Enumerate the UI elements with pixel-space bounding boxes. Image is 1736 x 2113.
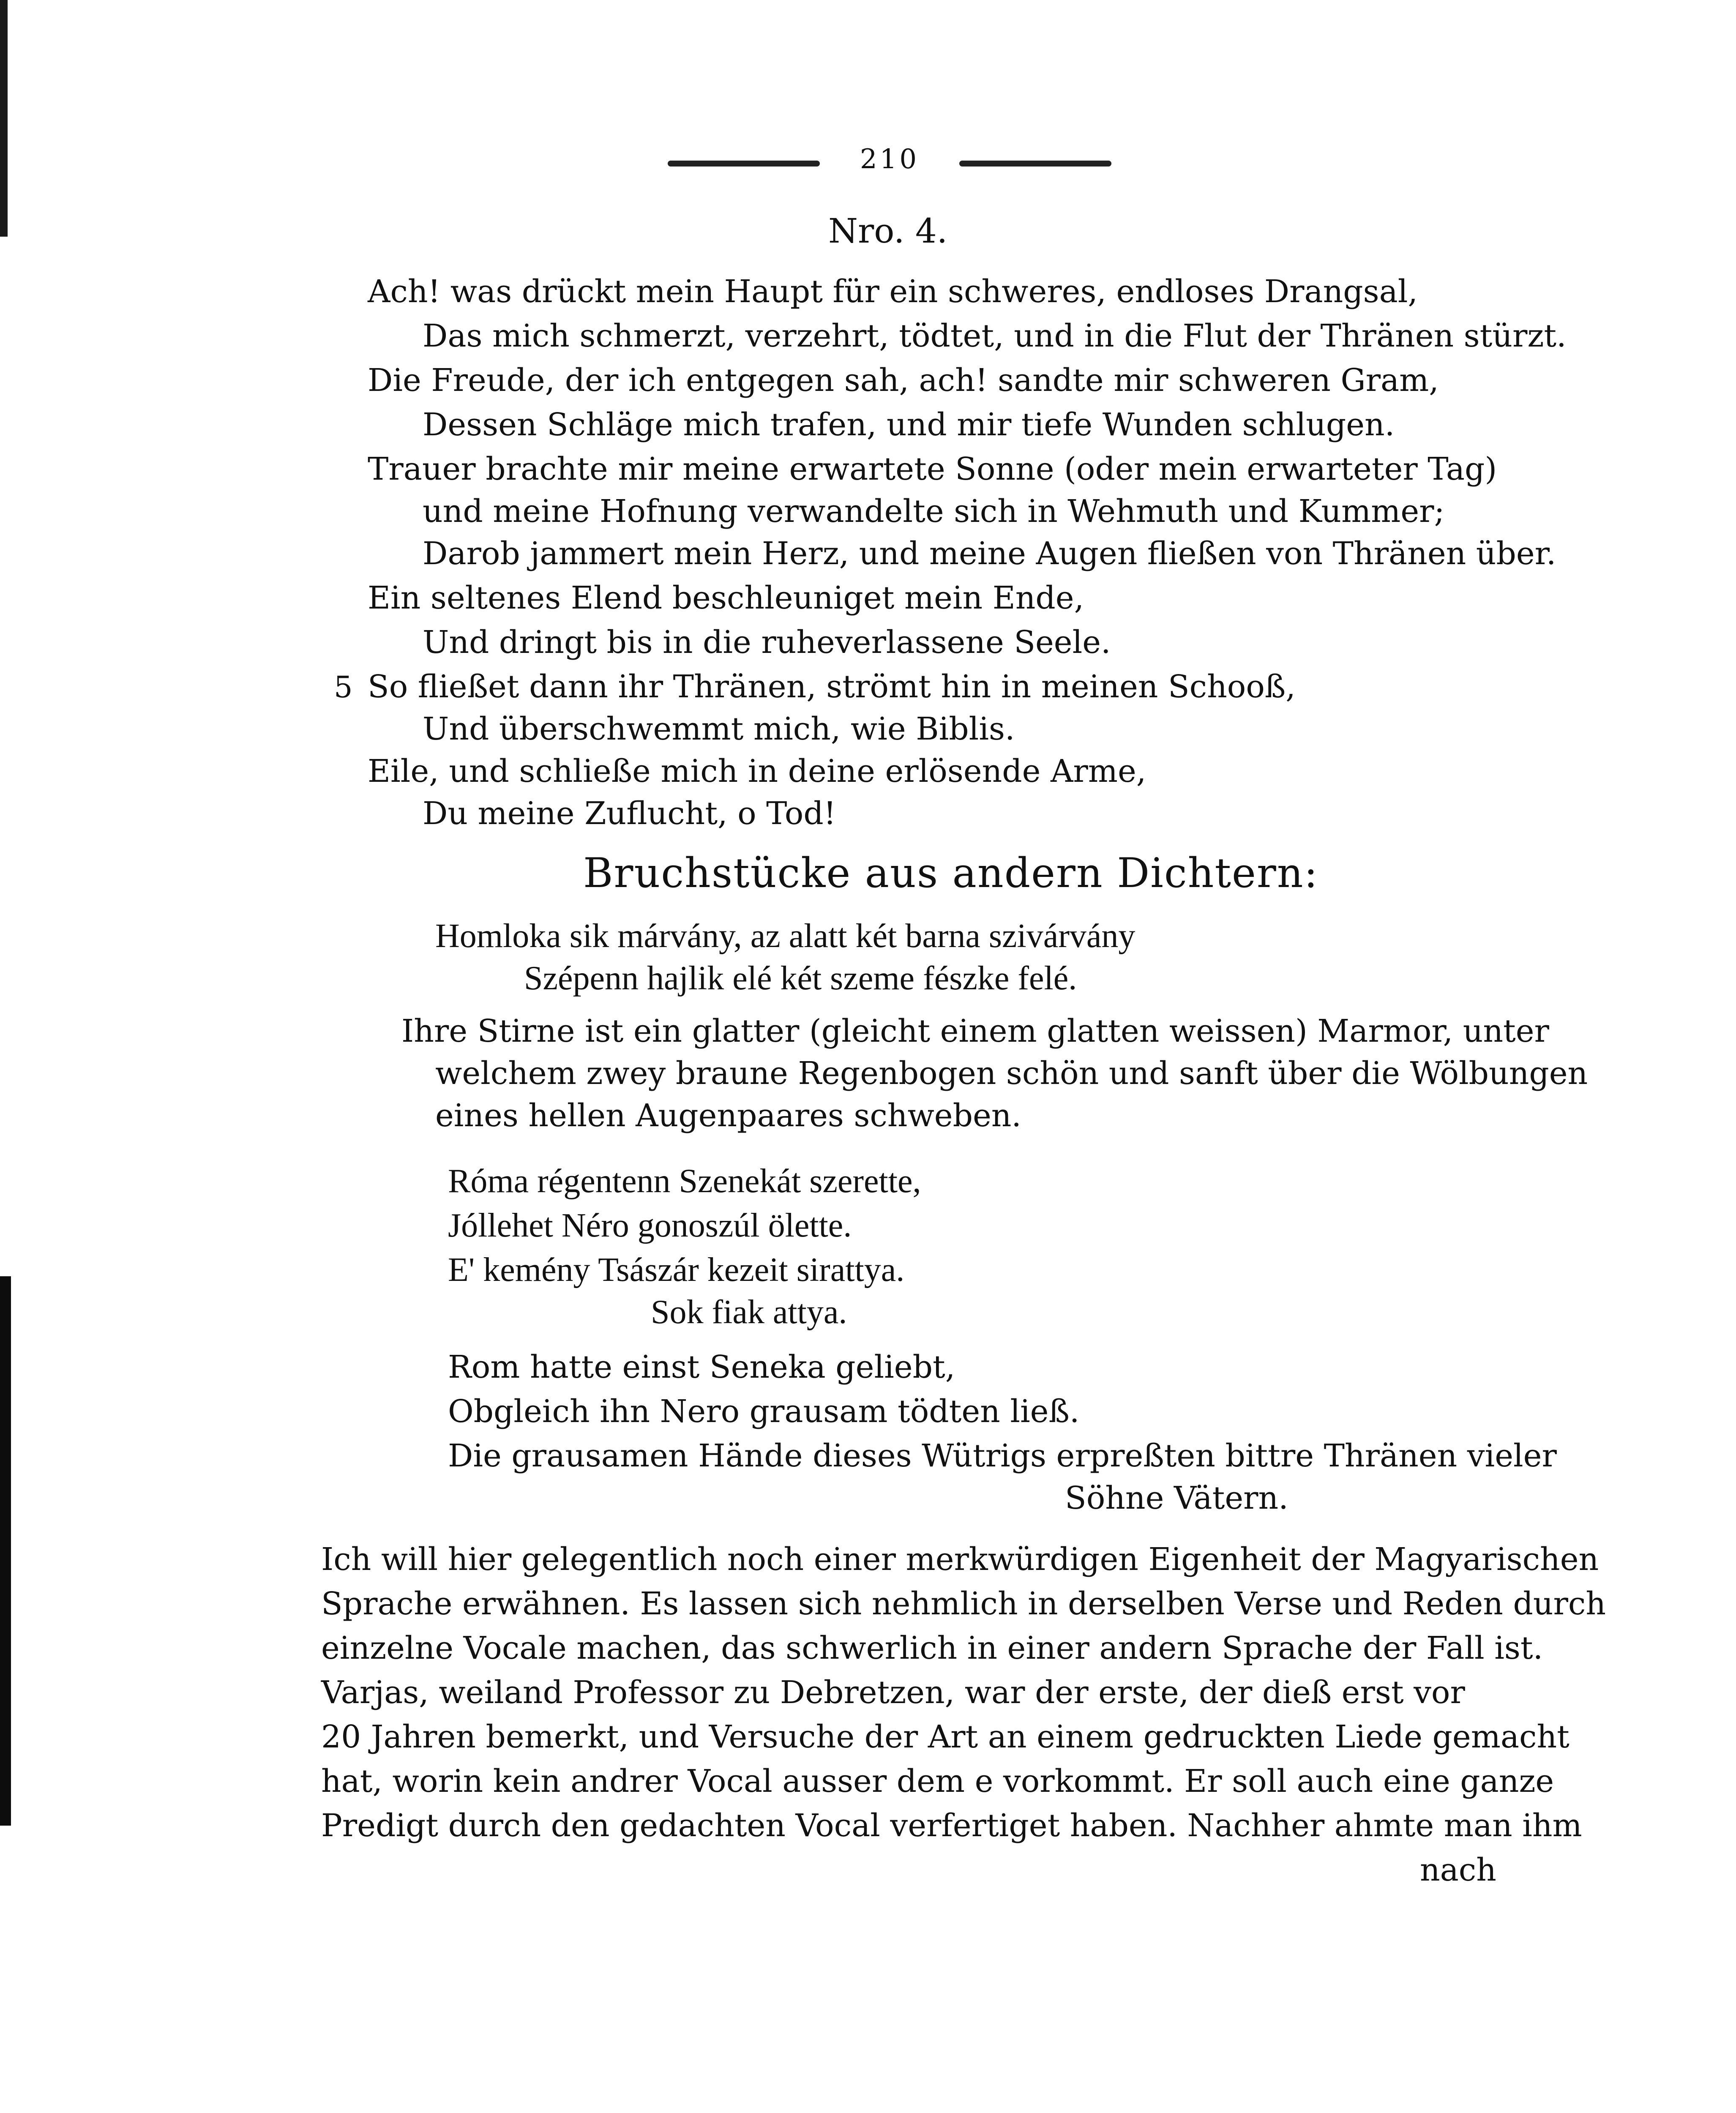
prose-line: Varjas, weiland Professor zu Debretzen, war der erste, der dieß erst vor — [321, 1674, 1465, 1711]
poem-title: Nro. 4. — [828, 211, 948, 251]
hungarian-line: Szépenn hajlik elé két szeme fészke felé. — [524, 960, 1077, 997]
poem-line: Und überschwemmt mich, wie Biblis. — [423, 711, 1015, 747]
scan-edge-top — [0, 0, 8, 237]
catchword: nach — [1420, 1852, 1496, 1888]
poem-line: Und dringt bis in die ruheverlassene Seele. — [423, 624, 1111, 661]
german-line: Söhne Vätern. — [1065, 1480, 1288, 1516]
german-line: Die grausamen Hände dieses Wütrigs erpreßten bittre Thränen vieler — [448, 1438, 1557, 1474]
german-line: eines hellen Augenpaares schweben. — [435, 1097, 1021, 1134]
page-header — [668, 144, 1111, 182]
poem-line: Die Freude, der ich entgegen sah, ach! sandte mir schweren Gram, — [368, 362, 1439, 399]
poem-line: Ein seltenes Elend beschleuniget mein Ende, — [368, 580, 1084, 616]
poem-line: und meine Hofnung verwandelte sich in Wehmuth und Kummer; — [423, 493, 1445, 530]
prose-line: 20 Jahren bemerkt, und Versuche der Art an einem gedruckten Liede gemacht — [321, 1719, 1569, 1755]
hungarian-line: Homloka sik márvány, az alatt két barna szivárvány — [435, 917, 1135, 955]
header-rule-right — [959, 161, 1111, 167]
margin-line-number: 5 — [334, 670, 353, 704]
hungarian-line: E' kemény Tsászár kezeit sirattya. — [448, 1251, 905, 1289]
prose-line: Ich will hier gelegentlich noch einer merkwürdigen Eigenheit der Magyarischen — [321, 1541, 1599, 1578]
prose-line: hat, worin kein andrer Vocal ausser dem e vorkommt. Er soll auch eine ganze — [321, 1763, 1554, 1799]
page-number: 210 — [860, 144, 920, 175]
hungarian-line: Jóllehet Néro gonoszúl ölette. — [448, 1207, 852, 1244]
german-line: Obgleich ihn Nero grausam tödten ließ. — [448, 1393, 1080, 1430]
poem-line: Trauer brachte mir meine erwartete Sonne (oder mein erwarteter Tag) — [368, 451, 1497, 487]
prose-line: einzelne Vocale machen, das schwerlich in einer andern Sprache der Fall ist. — [321, 1630, 1543, 1666]
poem-line: Eile, und schließe mich in deine erlösende Arme, — [368, 753, 1146, 789]
scan-edge-mid — [0, 1276, 11, 1826]
poem-line: Du meine Zuflucht, o Tod! — [423, 795, 836, 832]
hungarian-line: Róma régentenn Szenekát szerette, — [448, 1163, 921, 1200]
header-rule-left — [668, 161, 820, 167]
poem-line: Darob jammert mein Herz, und meine Augen fließen von Thränen über. — [423, 535, 1556, 572]
hungarian-line: Sok fiak attya. — [651, 1294, 847, 1331]
poem-line: Dessen Schläge mich trafen, und mir tiefe Wunden schlugen. — [423, 407, 1395, 443]
german-line: Rom hatte einst Seneka geliebt, — [448, 1349, 955, 1385]
poem-line: Das mich schmerzt, verzehrt, tödtet, und in die Flut der Thränen stürzt. — [423, 318, 1567, 354]
poem-line: Ach! was drückt mein Haupt für ein schweres, endloses Drangsal, — [368, 273, 1418, 310]
poem-line: So fließet dann ihr Thränen, strömt hin in meinen Schooß, — [368, 669, 1296, 705]
german-line: Ihre Stirne ist ein glatter (gleicht einem glatten weissen) Marmor, unter — [401, 1013, 1549, 1049]
german-line: welchem zwey braune Regenbogen schön und sanft über die Wölbungen — [435, 1055, 1588, 1092]
prose-line: Predigt durch den gedachten Vocal verfertiget haben. Nachher ahmte man ihm — [321, 1807, 1582, 1844]
section-heading: Bruchstücke aus andern Dichtern: — [583, 849, 1318, 897]
prose-line: Sprache erwähnen. Es lassen sich nehmlich in derselben Verse und Reden durch — [321, 1586, 1606, 1622]
